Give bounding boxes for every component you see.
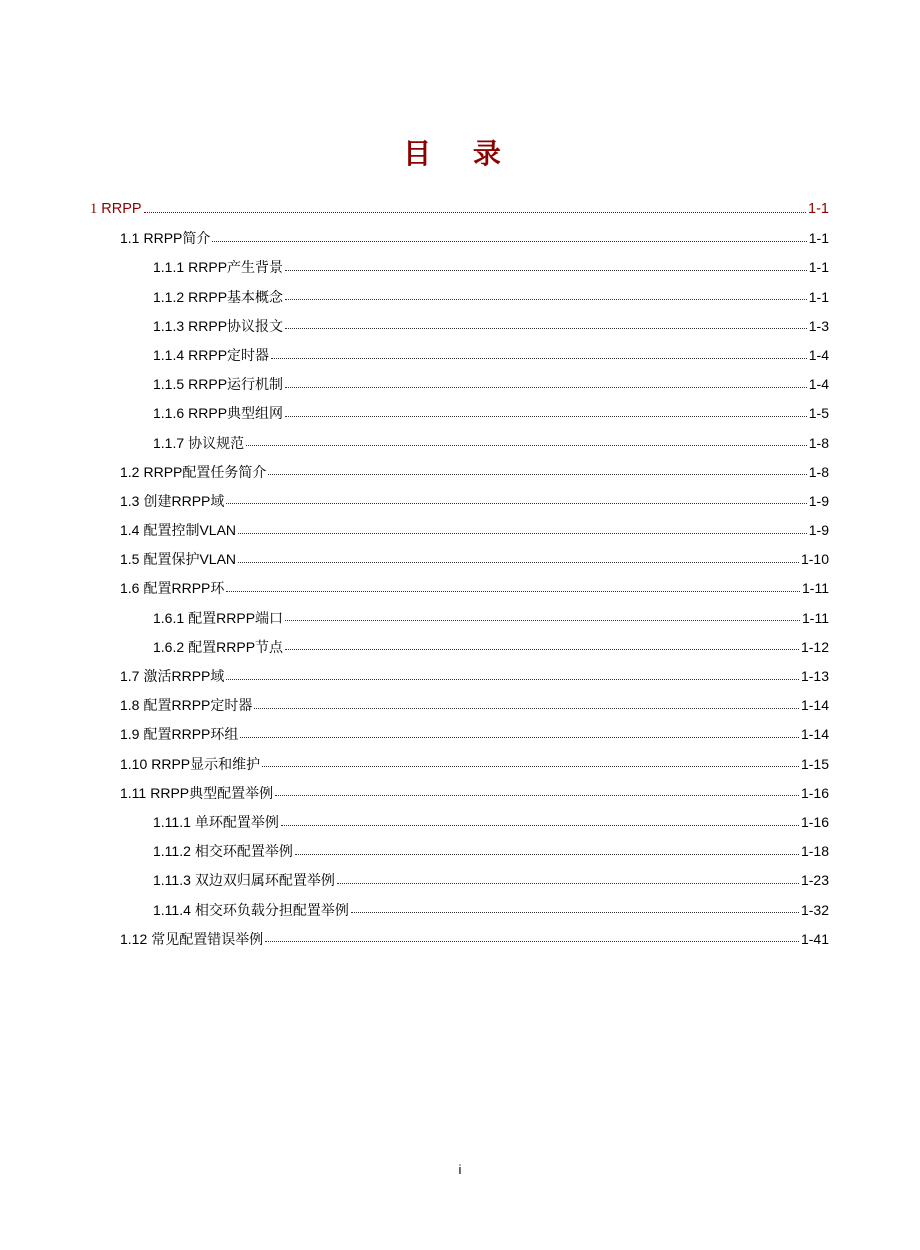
toc-entry-label: 创建RRPP域 [143, 492, 225, 509]
toc-entry-label: 配置RRPP定时器 [143, 697, 253, 714]
toc-entry-page: 1-13 [800, 668, 829, 684]
toc-entry-number: 1.7 [120, 668, 140, 684]
toc-entry-number: 1.12 [120, 930, 148, 947]
toc-entry-title [153, 253, 283, 282]
toc-entry-page: 1-18 [800, 843, 829, 860]
toc-dot-leader [295, 853, 799, 855]
toc-entry[interactable] [0, 195, 920, 224]
toc-entry[interactable] [0, 312, 920, 341]
toc-entry[interactable] [0, 487, 920, 516]
toc-entry[interactable] [0, 604, 920, 633]
toc-entry-title [120, 574, 224, 603]
toc-entry-page: 1-1 [808, 259, 829, 276]
toc-entry[interactable] [0, 458, 920, 487]
toc-entry-title [153, 370, 283, 399]
toc-entry-page: 1-15 [800, 755, 829, 772]
toc-entry-title [153, 283, 283, 312]
toc-dot-leader [226, 502, 806, 504]
toc-entry[interactable] [0, 253, 920, 282]
toc-dot-leader [271, 357, 807, 359]
toc-list [0, 195, 920, 954]
toc-entry-label: RRPP协议报文 [188, 317, 284, 334]
toc-dot-leader [254, 707, 799, 709]
toc-dot-leader [238, 532, 807, 534]
toc-entry-number: 1.1.6 [153, 405, 185, 422]
toc-entry[interactable] [0, 370, 920, 399]
toc-entry-number: 1.8 [120, 697, 140, 714]
toc-dot-leader [246, 444, 807, 446]
toc-entry-number: 1.4 [120, 522, 140, 539]
toc-dot-leader [226, 590, 800, 592]
toc-entry-number: 1 [90, 201, 98, 217]
toc-entry-label: RRPP定时器 [188, 346, 270, 363]
toc-dot-leader [265, 940, 799, 942]
toc-entry-label: 相交环配置举例 [194, 843, 293, 860]
toc-entry[interactable] [0, 750, 920, 779]
toc-entry-title [90, 195, 142, 224]
toc-entry-number: 1.11.3 [153, 872, 191, 889]
toc-entry-title [153, 866, 335, 895]
toc-entry-label: RRPP典型组网 [188, 405, 284, 422]
toc-entry-label: 配置保护VLAN [143, 551, 237, 568]
toc-entry-page: 1-11 [802, 580, 829, 597]
toc-entry-title [120, 516, 236, 545]
toc-entry[interactable] [0, 224, 920, 253]
toc-entry-number: 1.3 [120, 492, 140, 509]
toc-entry-label: 配置RRPP环 [143, 580, 225, 597]
toc-entry-title [120, 691, 252, 720]
toc-entry[interactable] [0, 662, 920, 691]
toc-entry-label: 协议规范 [188, 434, 245, 451]
toc-entry-label: RRPP典型配置举例 [150, 784, 274, 801]
toc-entry-number: 1.1.3 [153, 317, 185, 334]
toc-dot-leader [285, 386, 807, 388]
toc-entry-title [153, 312, 283, 341]
toc-entry-title [153, 896, 349, 925]
toc-entry-number: 1.11.2 [153, 843, 191, 860]
toc-entry[interactable] [0, 516, 920, 545]
toc-entry-page: 1-3 [808, 317, 829, 334]
toc-dot-leader [351, 911, 799, 913]
toc-entry[interactable] [0, 896, 920, 925]
toc-entry[interactable] [0, 429, 920, 458]
toc-entry-label: RRPP产生背景 [188, 259, 284, 276]
toc-entry-label: 单环配置举例 [194, 813, 279, 830]
toc-entry[interactable] [0, 925, 920, 954]
toc-entry-label: RRPP [101, 201, 142, 217]
toc-entry-title [120, 720, 238, 749]
toc-dot-leader [285, 327, 807, 329]
toc-entry-label: 配置RRPP环组 [143, 726, 239, 743]
toc-entry-page: 1-32 [800, 901, 829, 918]
toc-entry-number: 1.1.4 [153, 346, 185, 363]
toc-entry-title [153, 633, 283, 662]
toc-entry-page: 1-1 [808, 288, 829, 305]
toc-entry-label: 双边双归属环配置举例 [194, 872, 335, 889]
toc-entry-page: 1-23 [800, 872, 829, 889]
toc-entry-title [153, 341, 269, 370]
toc-entry-title [153, 837, 293, 866]
toc-entry-page: 1-9 [808, 492, 829, 509]
toc-entry-title [153, 429, 244, 458]
toc-entry-label: 激活RRPP域 [143, 668, 225, 684]
toc-entry-label: 配置控制VLAN [143, 522, 237, 539]
toc-entry-number: 1.6.1 [153, 609, 185, 626]
toc-entry[interactable] [0, 866, 920, 895]
toc-entry[interactable] [0, 837, 920, 866]
toc-dot-leader [144, 211, 806, 213]
toc-entry-label: RRPP显示和维护 [151, 755, 261, 772]
toc-dot-leader [285, 648, 799, 650]
toc-entry-label: 配置RRPP节点 [188, 638, 284, 655]
toc-entry-page: 1-8 [808, 434, 829, 451]
toc-entry-number: 1.1 [120, 230, 140, 247]
toc-entry[interactable] [0, 341, 920, 370]
toc-entry-page: 1-4 [808, 376, 829, 393]
toc-entry-title [120, 662, 224, 691]
page-number: i [458, 1162, 462, 1177]
toc-title: 目 录 [403, 137, 517, 170]
toc-entry[interactable] [0, 545, 920, 574]
toc-entry-number: 1.5 [120, 551, 140, 568]
toc-entry[interactable] [0, 633, 920, 662]
toc-entry-page: 1-14 [800, 697, 829, 714]
toc-entry-page: 1-14 [800, 726, 829, 743]
toc-entry-label: RRPP运行机制 [188, 376, 284, 393]
toc-dot-leader [240, 736, 799, 738]
toc-entry-title [120, 779, 273, 808]
toc-entry-number: 1.1.1 [153, 259, 185, 276]
toc-entry-title [120, 545, 236, 574]
toc-entry-number: 1.9 [120, 726, 140, 743]
toc-entry-page: 1-11 [802, 609, 829, 626]
toc-entry-number: 1.1.7 [153, 434, 185, 451]
toc-entry-title [120, 458, 266, 487]
toc-entry-number: 1.6 [120, 580, 140, 597]
toc-entry-page: 1-41 [800, 930, 829, 947]
toc-entry[interactable] [0, 720, 920, 749]
toc-entry-label: 相交环负载分担配置举例 [194, 901, 349, 918]
toc-entry-page: 1-8 [808, 463, 829, 480]
toc-entry-page: 1-5 [808, 405, 829, 422]
toc-entry-page: 1-16 [800, 813, 829, 830]
toc-dot-leader [281, 824, 799, 826]
toc-entry-number: 1.11 [120, 784, 147, 801]
toc-entry-title [120, 750, 260, 779]
toc-dot-leader [275, 794, 799, 796]
toc-dot-leader [212, 240, 806, 242]
toc-dot-leader [285, 298, 807, 300]
toc-dot-leader [285, 619, 800, 621]
toc-entry-title [120, 224, 210, 253]
toc-entry[interactable] [0, 808, 920, 837]
toc-entry-label: 配置RRPP端口 [188, 609, 284, 626]
toc-entry-page: 1-1 [808, 201, 829, 217]
toc-entry-title [153, 808, 279, 837]
toc-entry-title [153, 399, 283, 428]
toc-entry[interactable] [0, 691, 920, 720]
toc-entry-page: 1-4 [808, 346, 829, 363]
toc-entry-number: 1.6.2 [153, 638, 185, 655]
toc-entry-label: 常见配置错误举例 [151, 930, 264, 947]
toc-entry-page: 1-1 [808, 230, 829, 247]
toc-entry[interactable] [0, 779, 920, 808]
toc-dot-leader [262, 765, 799, 767]
toc-dot-leader [285, 415, 807, 417]
toc-entry-label: RRPP配置任务简介 [143, 463, 267, 480]
toc-entry-number: 1.1.5 [153, 376, 185, 393]
toc-entry[interactable] [0, 399, 920, 428]
toc-entry[interactable] [0, 283, 920, 312]
toc-entry-title [120, 487, 224, 516]
toc-dot-leader [285, 269, 807, 271]
toc-dot-leader [337, 882, 799, 884]
toc-entry-page: 1-9 [808, 522, 829, 539]
toc-entry-number: 1.10 [120, 755, 148, 772]
toc-entry-page: 1-12 [800, 638, 829, 655]
toc-entry-number: 1.1.2 [153, 288, 185, 305]
toc-entry-label: RRPP简介 [143, 230, 211, 247]
toc-entry-label: RRPP基本概念 [188, 288, 284, 305]
toc-entry-title [153, 604, 283, 633]
toc-entry-number: 1.2 [120, 463, 140, 480]
toc-entry-number: 1.11.1 [153, 813, 191, 830]
toc-entry-page: 1-16 [800, 784, 829, 801]
toc-entry-number: 1.11.4 [153, 901, 191, 918]
toc-dot-leader [238, 561, 799, 563]
toc-entry-page: 1-10 [800, 551, 829, 568]
toc-dot-leader [226, 678, 799, 680]
toc-entry[interactable] [0, 574, 920, 603]
toc-dot-leader [268, 473, 806, 475]
toc-entry-title [120, 925, 263, 954]
